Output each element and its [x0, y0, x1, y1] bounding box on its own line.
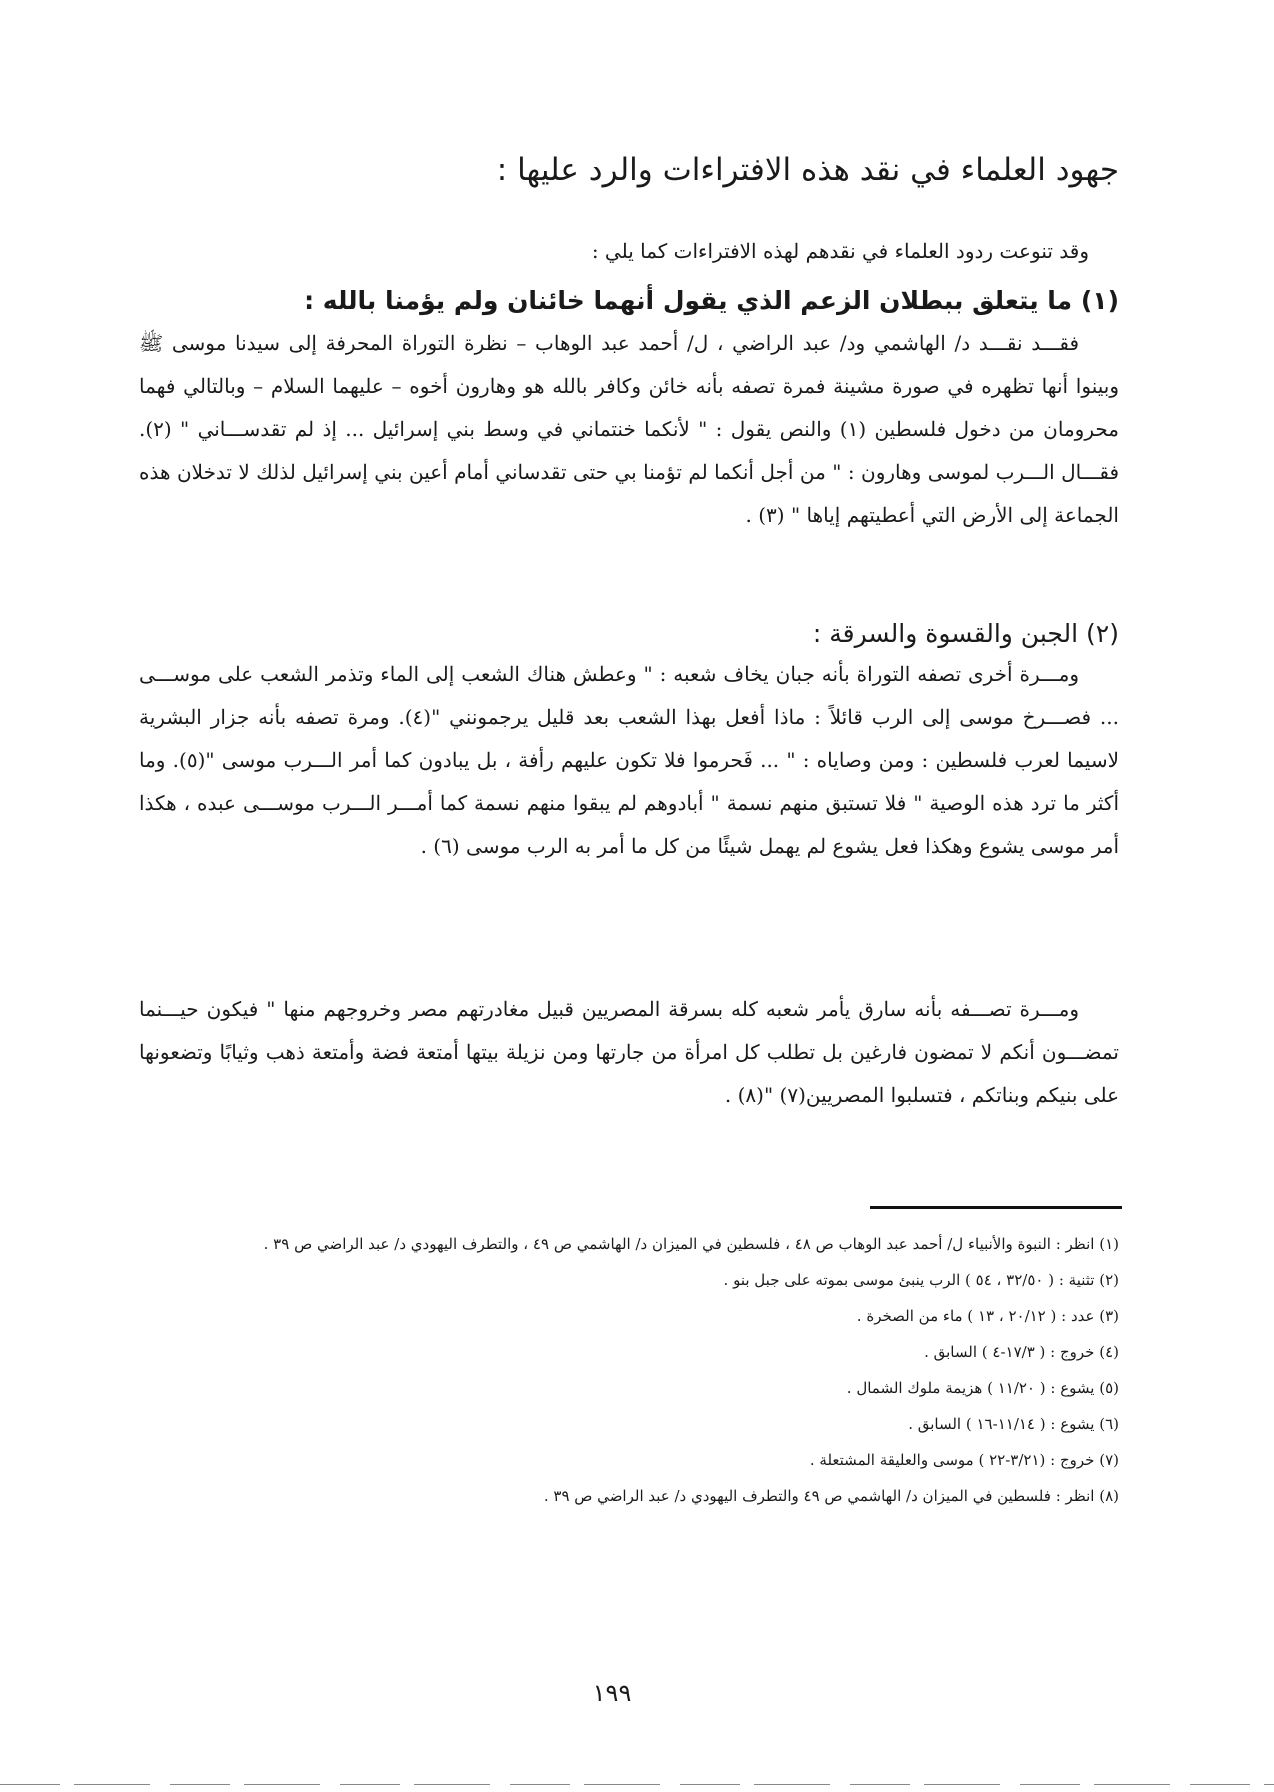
footnote: (٥) يشوع : ( ١١/٢٠ ) هزيمة ملوك الشمال .: [846, 1379, 1119, 1397]
page-title: جهود العلماء في نقد هذه الافتراءات والرد عليها :: [496, 152, 1119, 188]
page-number: ١٩٩: [592, 1679, 632, 1707]
section-1-heading: (١) ما يتعلق ببطلان الزعم الذي يقول أنهما خائنان ولم يؤمنا بالله :: [304, 286, 1119, 315]
section-2-heading: (٢) الجبن والقسوة والسرقة :: [812, 619, 1119, 648]
section-2-paragraph-2: ومـــرة تصـــفه بأنه سارق يأمر شعبه كله بسرقة المصريين قبيل مغادرتهم مصر وخروجهم منها " فيكون حيـــنما تمضـــون أنكم لا تمضون فارغين بل تطلب كل امرأة من جارتها ومن نزيلة بيتها أمتعة فضة وأمتعة ذهب وثيابًا وتضعونها على بنيكم وبناتكم ، فتسلبوا المصريين(٧) "(٨) .: [139, 997, 1119, 1107]
footnote: (٢) تثنية : ( ٣٢/٥٠ ، ٥٤ ) الرب ينبئ موسى بموته على جبل بنو .: [723, 1271, 1119, 1289]
scan-edge-line: [0, 1784, 1274, 1785]
footnotes-list: [139, 1226, 1119, 1514]
footnote: (٣) عدد : ( ٢٠/١٢ ، ١٣ ) ماء من الصخرة .: [856, 1307, 1119, 1325]
section-2-paragraph: ومـــرة أخرى تصفه التوراة بأنه جبان يخاف شعبه : " وعطش هناك الشعب إلى الماء وتذمر الشعب على موســـى ... فصـــرخ موسى إلى الرب قائلاً : ماذا أفعل بهذا الشعب بعد قليل يرجمونني "(٤). ومرة تصفه بأنه جزار البشرية لاسيما لعرب فلسطين : ومن وصاياه : " ... فَحرموا فلا تكون عليهم رأفة ، بل يبادون كما أمر الـــرب موسى "(٥). وما أكثر ما ترد هذه الوصية " فلا تستبق منهم نسمة " أبادوهم لم يبقوا منهم نسمة كما أمـــر الـــرب موســـى عبده ، هكذا أمر موسى يشوع وهكذا فعل يشوع لم يهمل شيئًا من كل ما أمر به الرب موسى (٦) .: [139, 662, 1120, 858]
footnote-divider: [870, 1206, 1122, 1209]
footnote: (٤) خروج : ( ١٧/٣-٤ ) السابق .: [924, 1343, 1119, 1361]
footnote: (٧) خروج : (٣/٢١-٢٢ ) موسى والعليقة المشتعلة .: [809, 1451, 1119, 1469]
section-1-paragraph: فقـــد نقـــد د/ الهاشمي ود/ عبد الراضي ، ل/ أحمد عبد الوهاب – نظرة التوراة المحرفة إلى سيدنا موسى ﷺ وبينوا أنها تظهره في صورة مشينة فمرة تصفه بأنه خائن وكافر بالله هو وهارون أخوه – عليهما السلام – وبالتالي فهما محرومان من دخول فلسطين (١) والنص يقول : " لأنكما خنتماني في وسط بني إسرائيل ... إذ لم تقدســـاني " (٢). فقـــال الـــرب لموسى وهارون : " من أجل أنكما لم تؤمنا بي حتى تقدساني أمام أعين بني إسرائيل لذلك لا تدخلان هذه الجماعة إلى الأرض التي أعطيتهم إياها " (٣) .: [139, 331, 1119, 527]
intro-text: وقد تنوعت ردود العلماء في نقدهم لهذه الافتراءات كما يلي :: [591, 239, 1089, 263]
footnote: (٦) يشوع : ( ١١/١٤-١٦ ) السابق .: [908, 1415, 1119, 1433]
footnote: (٨) انظر : فلسطين في الميزان د/ الهاشمي ص ٤٩ والتطرف اليهودي د/ عبد الراضي ص ٣٩ .: [543, 1487, 1119, 1505]
footnote: (١) انظر : النبوة والأنبياء ل/ أحمد عبد الوهاب ص ٤٨ ، فلسطين في الميزان د/ الهاشمي ص ٤٩ ، والتطرف اليهودي د/ عبد الراضي ص ٣٩ .: [263, 1235, 1119, 1253]
